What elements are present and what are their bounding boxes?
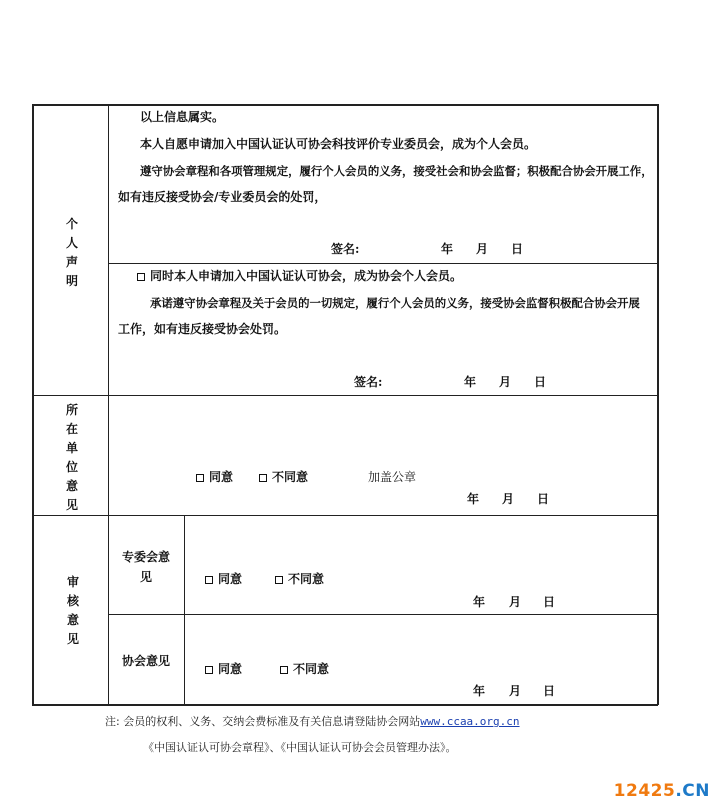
committee-date-month: 月 (509, 595, 522, 609)
association-agree-checkbox[interactable] (205, 666, 213, 674)
association-disagree-text: 不同意 (293, 662, 330, 676)
committee-agree-text: 同意 (218, 572, 243, 586)
committee-date-day: 日 (543, 595, 556, 609)
committee-opinion-label-text: 专委会意见 (121, 550, 170, 584)
association-website-link[interactable]: www.ccaa.org.cn (420, 715, 520, 728)
committee-disagree-text: 不同意 (288, 572, 325, 586)
row-divider-review (32, 515, 658, 516)
date-month-1: 月 (476, 242, 489, 256)
employer-agree-text: 同意 (209, 470, 234, 484)
declaration-line-1: 以上信息属实。 (140, 110, 225, 124)
association-date-year: 年 (473, 684, 486, 698)
row-divider-review-inner (108, 614, 658, 615)
association-agree-option[interactable] (205, 661, 242, 677)
committee-opinion-label (120, 547, 172, 587)
personal-declaration-label: 个人声明 (65, 217, 78, 288)
join-association-text: 同时本人申请加入中国认证认可协会，成为协会个人会员。 (150, 269, 463, 283)
committee-disagree-option[interactable] (275, 571, 324, 587)
association-date-day: 日 (543, 684, 556, 698)
review-opinion-label: 审核意见 (66, 575, 79, 646)
date-day-1: 日 (511, 242, 524, 256)
join-association-checkbox[interactable] (137, 273, 145, 281)
row-divider-declaration-inner (108, 263, 658, 264)
committee-date-year: 年 (473, 595, 486, 609)
table-left-border (32, 104, 34, 705)
declaration-line-2: 本人自愿申请加入中国认证认可协会科技评价专业委员会，成为个人会员。 (140, 137, 537, 151)
association-opinion-label: 协会意见 (122, 654, 171, 668)
review-subcolumn-divider (184, 515, 185, 705)
site-watermark-logo (614, 781, 710, 801)
footnote-line-1 (105, 713, 520, 729)
employer-date-day: 日 (537, 492, 550, 506)
employer-date-year: 年 (467, 492, 480, 506)
footnote-line-1-text: 注: 会员的权利、义务、交纳会费标准及有关信息请登陆协会网站 (105, 715, 421, 728)
watermark-suffix: .CN (675, 781, 710, 801)
employer-disagree-text: 不同意 (272, 470, 309, 484)
association-disagree-option[interactable] (280, 661, 329, 677)
committee-agree-checkbox[interactable] (205, 576, 213, 584)
row-divider-employer (32, 395, 658, 396)
association-disagree-checkbox[interactable] (280, 666, 288, 674)
employer-agree-option[interactable] (196, 469, 233, 485)
table-top-border (32, 104, 658, 106)
employer-agree-checkbox[interactable] (196, 474, 204, 482)
date-day-2: 日 (534, 375, 547, 389)
committee-agree-option[interactable] (205, 571, 242, 587)
declaration-line-3: 遵守协会章程和各项管理规定，履行个人会员的义务，接受社会和协会监督；积极配合协会开展工作， (140, 164, 653, 178)
date-month-2: 月 (499, 375, 512, 389)
table-bottom-border (32, 704, 658, 706)
watermark-digits: 12425 (613, 781, 676, 801)
signature-label-2: 签名: (354, 375, 383, 389)
company-seal-label: 加盖公章 (368, 470, 417, 484)
committee-disagree-checkbox[interactable] (275, 576, 283, 584)
join-association-option[interactable] (137, 268, 462, 284)
association-agree-text: 同意 (218, 662, 243, 676)
employer-date-month: 月 (502, 492, 515, 506)
signature-label-1: 签名: (331, 242, 360, 256)
commitment-line-3: 工作，如有违反接受协会处罚。 (118, 322, 287, 336)
association-date-month: 月 (509, 684, 522, 698)
declaration-line-4: 如有违反接受协会/专业委员会的处罚， (118, 190, 327, 204)
footnote-line-2: 《中国认证认可协会章程》、《中国认证认可协会会员管理办法》。 (143, 741, 457, 754)
employer-opinion-label: 所在单位意见 (65, 403, 78, 512)
employer-disagree-checkbox[interactable] (259, 474, 267, 482)
commitment-line-2: 承诺遵守协会章程及关于会员的一切规定，履行个人会员的义务，接受协会监督积极配合协会开展 (150, 296, 640, 310)
date-year-2: 年 (464, 375, 477, 389)
employer-disagree-option[interactable] (259, 469, 308, 485)
date-year-1: 年 (441, 242, 454, 256)
